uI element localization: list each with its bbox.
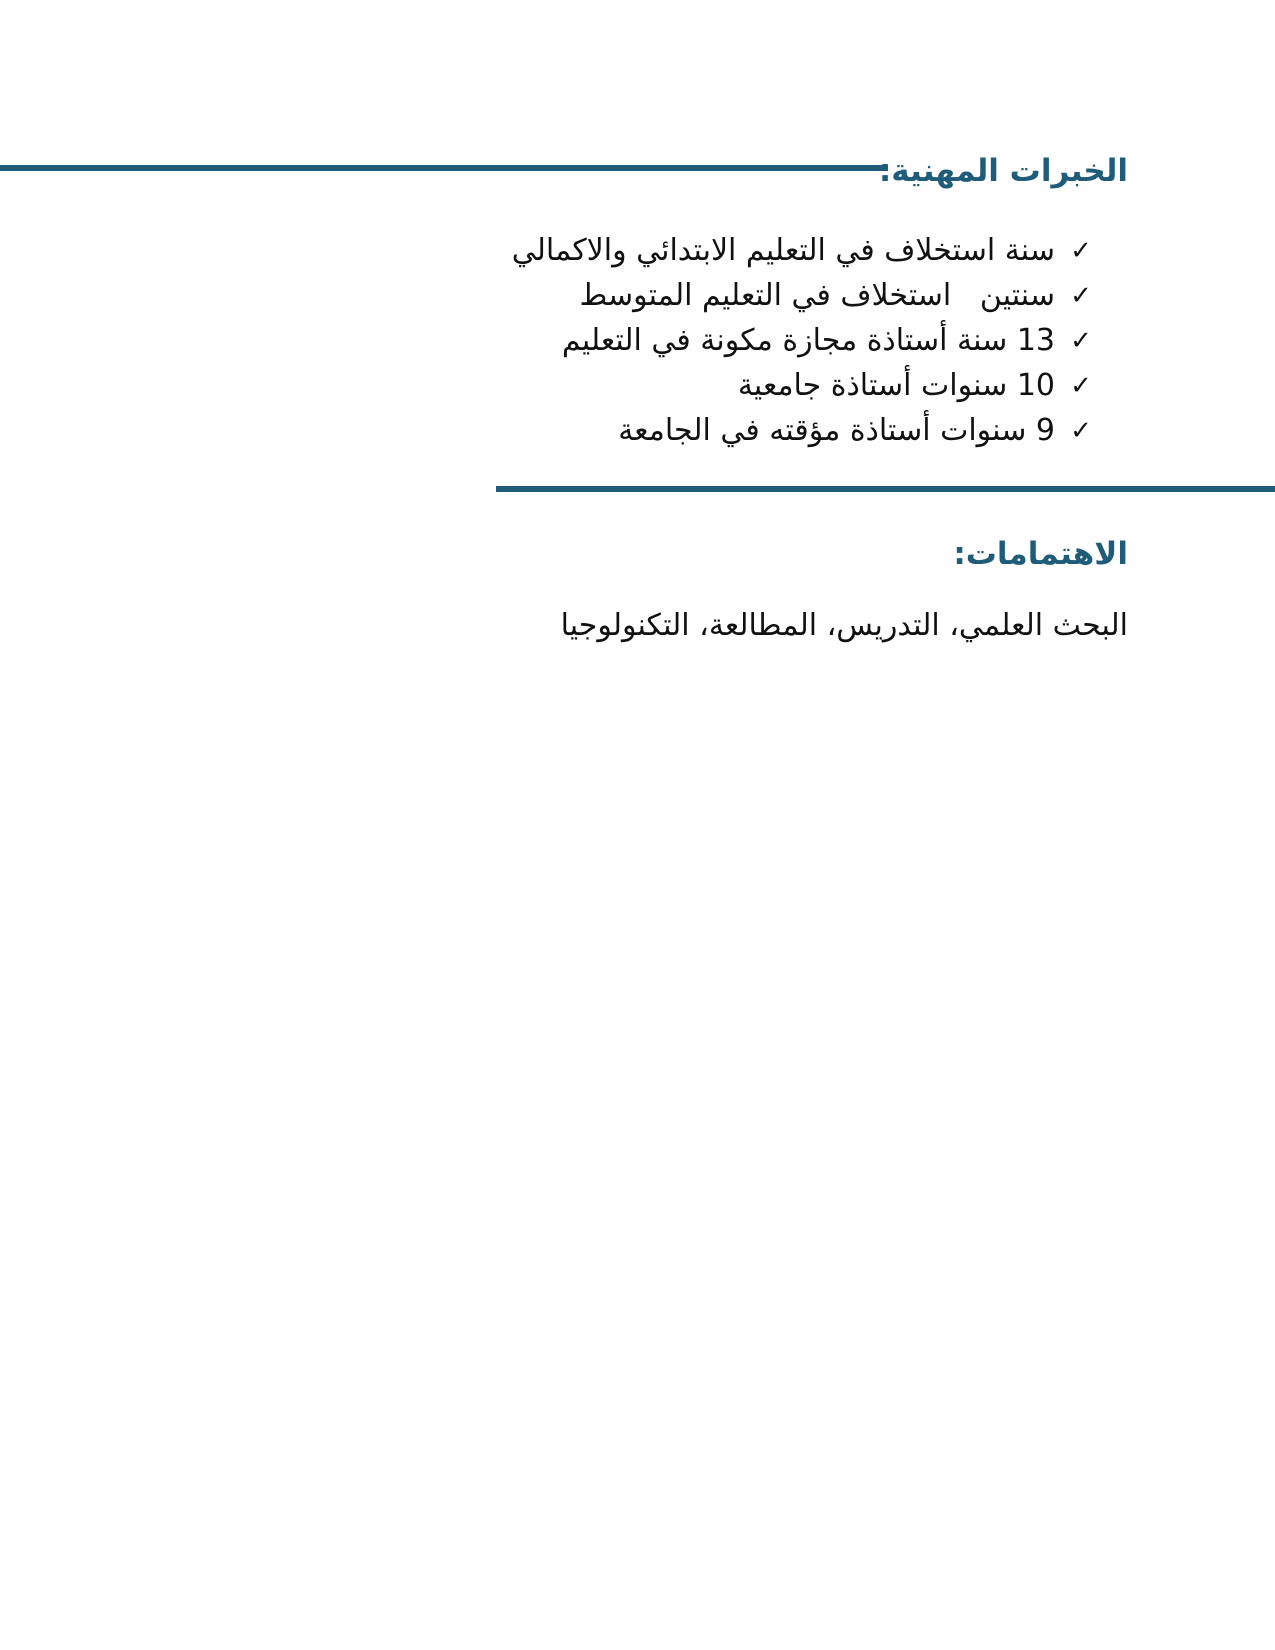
experience-item-text: 13 سنة أستاذة مجازة مكونة في التعليم bbox=[561, 323, 1055, 358]
section-divider-top bbox=[0, 165, 888, 171]
experience-item-text: سنتين استخلاف في التعليم المتوسط bbox=[579, 278, 1055, 313]
checkmark-icon: ✓ bbox=[1070, 370, 1092, 401]
list-item bbox=[512, 228, 1095, 273]
interests-heading: الاهتمامات: bbox=[953, 536, 1128, 572]
checkmark-icon: ✓ bbox=[1070, 280, 1092, 311]
experience-item-text: 9 سنوات أستاذة مؤقته في الجامعة bbox=[618, 413, 1055, 448]
checkmark-icon: ✓ bbox=[1070, 415, 1092, 446]
experience-item-text: سنة استخلاف في التعليم الابتدائي والاكمالي bbox=[511, 233, 1055, 268]
interests-text: البحث العلمي، التدريس، المطالعة، التكنولوجيا bbox=[560, 608, 1128, 643]
list-item bbox=[512, 318, 1095, 363]
experience-heading: الخبرات المهنية: bbox=[878, 153, 1128, 189]
list-item bbox=[512, 408, 1095, 453]
experience-list bbox=[512, 228, 1095, 453]
checkmark-icon: ✓ bbox=[1070, 235, 1092, 266]
list-item bbox=[512, 273, 1095, 318]
section-divider-middle bbox=[496, 486, 1275, 492]
list-item bbox=[512, 363, 1095, 408]
checkmark-icon: ✓ bbox=[1070, 325, 1092, 356]
experience-item-text: 10 سنوات أستاذة جامعية bbox=[737, 368, 1055, 403]
